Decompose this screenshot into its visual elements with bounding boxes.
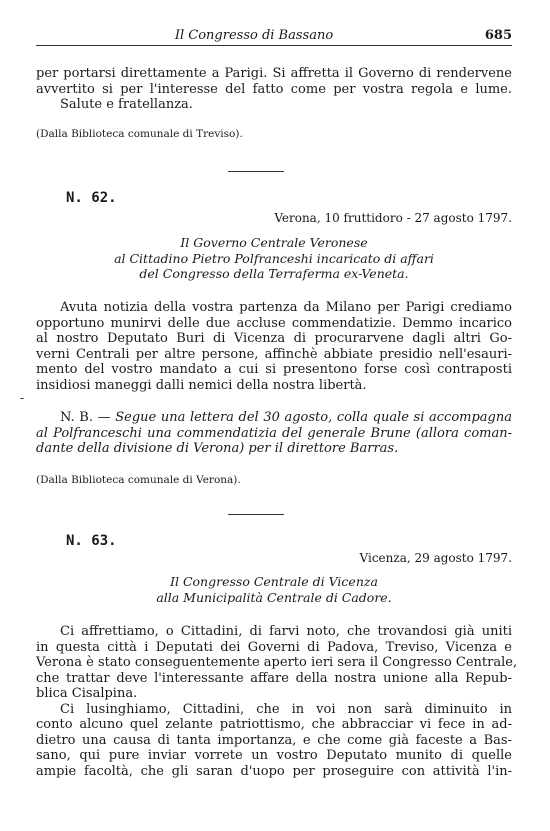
nb-label: N. B. — <box>60 410 111 425</box>
text-line: avvertito si per l'interesse del fatto come per vostra regola e lume. <box>36 81 512 97</box>
text-line: insidiosi maneggi dalli nemici della nostra libertà. <box>36 377 367 393</box>
text-line: blica Cisalpina. <box>36 686 138 701</box>
text-line: Avuta notizia della vostra partenza da Milano per Parigi crediamo <box>60 300 512 315</box>
carryover-paragraph <box>36 66 512 113</box>
section-divider <box>228 171 284 172</box>
running-head <box>36 26 512 46</box>
text-line <box>36 410 512 426</box>
text-line: Salute e fratellanza. <box>60 97 193 112</box>
dateline: Vicenza, 29 agosto 1797. <box>359 551 512 565</box>
text-line: sano, qui pure inviar vorrete un vostro Deputato munito di quelle <box>36 748 512 763</box>
nb-text: Segue una lettera del 30 agosto, colla quale si accompagna <box>115 410 512 425</box>
text-line: verni Centrali per altre persone, affinchè abbiate presidio nell'esauri- <box>36 346 512 362</box>
header-rule <box>36 45 512 46</box>
address-line: Il Congresso Centrale di Vicenza <box>170 574 378 589</box>
letter-body <box>36 624 518 779</box>
text-line: Verona è stato conseguentemente aperto ieri sera il Congresso Centrale, <box>36 655 518 670</box>
running-title: Il Congresso di Bassano <box>174 28 334 43</box>
text-line: opportuno munirvi delle due accluse commendatizie. Demmo incarico <box>36 315 512 331</box>
text-line: dietro una causa di tanta importanza, e che come già faceste a Bas- <box>36 732 512 748</box>
document-number: N. 62. <box>66 190 117 206</box>
address-block <box>36 235 512 282</box>
text-line: mento del vostro mandato a cui si presentono forse così contraposti <box>36 362 512 377</box>
text-line: che trattar deve l'interessante affare della nostra unione alla Repub- <box>36 670 512 686</box>
text-line: in questa città i Deputati dei Governi di Padova, Treviso, Vicenza e <box>36 639 512 655</box>
dateline: Verona, 10 fruttidoro - 27 agosto 1797. <box>274 211 512 225</box>
address-block <box>36 574 512 605</box>
text-line: conto alcuno quel zelante patriottismo, che abbracciar vi fece in ad- <box>36 717 512 732</box>
text-line: al Polfranceschi una commendatizia del generale Brune (allora coman- <box>36 425 512 441</box>
address-line: del Congresso della Terraferma ex-Veneta. <box>139 266 409 281</box>
text-line: dante della divisione di Verona) per il direttore Barras. <box>36 441 399 456</box>
text-line: ampie facoltà, che gli saran d'uopo per proseguire con attività l'in- <box>36 763 512 779</box>
text-line: per portarsi direttamente a Parigi. Si affretta il Governo di rendervene <box>36 66 512 81</box>
source-note: (Dalla Biblioteca comunale di Verona). <box>36 474 241 486</box>
text-line: Ci affrettiamo, o Cittadini, di farvi noto, che trovandosi già uniti <box>60 624 512 639</box>
letter-body <box>36 300 512 393</box>
text-line: Ci lusinghiamo, Cittadini, che in voi non sarà diminuito in <box>60 701 512 717</box>
address-line: Il Governo Centrale Veronese <box>180 235 368 250</box>
margin-mark: - <box>20 391 25 405</box>
page-number: 685 <box>484 28 512 43</box>
source-note: (Dalla Biblioteca comunale di Treviso). <box>36 128 243 140</box>
nota-bene <box>36 410 512 457</box>
section-divider <box>228 514 284 515</box>
address-line: alla Municipalità Centrale di Cadore. <box>156 589 392 605</box>
address-line: al Cittadino Pietro Polfranceshi incaricato di affari <box>114 250 434 266</box>
document-number: N. 63. <box>66 533 117 549</box>
text-line: al nostro Deputato Buri di Vicenza di procurarvene dagli altri Go- <box>36 331 512 346</box>
